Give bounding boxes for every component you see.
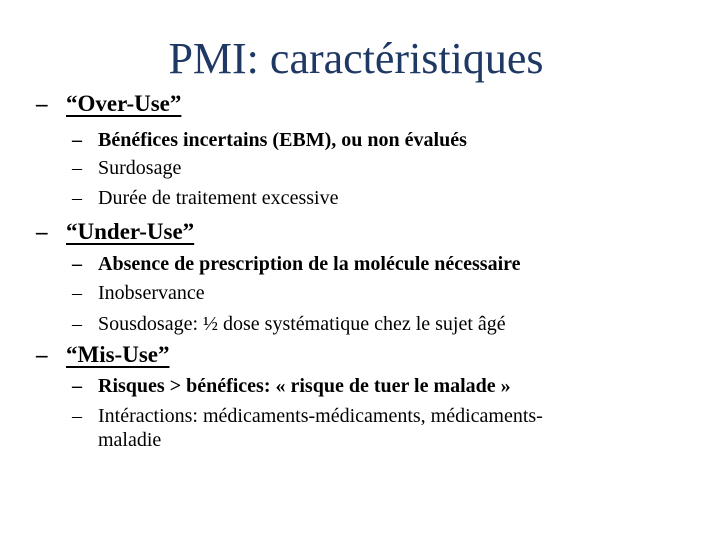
bullet-dash: – [72, 187, 82, 209]
bullet-dash: – [72, 375, 82, 397]
list-item [72, 404, 543, 428]
list-item [72, 252, 521, 276]
list-item-text: Inobservance [98, 282, 205, 304]
bullet-dash: – [72, 405, 82, 427]
list-item-text: Surdosage [98, 157, 182, 179]
list-item-text: Bénéfices incertains (EBM), ou non évalués [98, 129, 467, 151]
section-mis-use [36, 341, 169, 369]
list-item-text: Risques > bénéfices: « risque de tuer le malade » [98, 375, 511, 397]
list-item-text: Durée de traitement excessive [98, 187, 339, 209]
bullet-dash: – [72, 313, 82, 335]
bullet-dash: – [36, 219, 48, 244]
section-label: “Under-Use” [66, 219, 195, 244]
section-over-use [36, 90, 181, 118]
bullet-dash: – [72, 157, 82, 179]
list-item-text: Intéractions: médicaments-médicaments, médicaments- [98, 405, 543, 427]
section-label: “Over-Use” [66, 91, 182, 116]
bullet-dash: – [36, 342, 48, 367]
list-item-continuation: maladie [98, 429, 162, 451]
bullet-dash: – [72, 282, 82, 304]
list-item [72, 186, 338, 210]
section-under-use [36, 218, 194, 246]
slide-title: PMI: caractéristiques [168, 34, 544, 83]
list-item [72, 156, 181, 180]
section-label: “Mis-Use” [66, 342, 170, 367]
list-item [72, 128, 467, 152]
bullet-dash: – [36, 91, 48, 116]
list-item [72, 312, 506, 336]
list-item [72, 281, 205, 305]
list-item-text: Absence de prescription de la molécule nécessaire [98, 253, 521, 275]
list-item-text: Sousdosage: ½ dose systématique chez le sujet âgé [98, 313, 506, 335]
list-item [72, 374, 511, 398]
bullet-dash: – [72, 253, 82, 275]
bullet-dash: – [72, 129, 82, 151]
